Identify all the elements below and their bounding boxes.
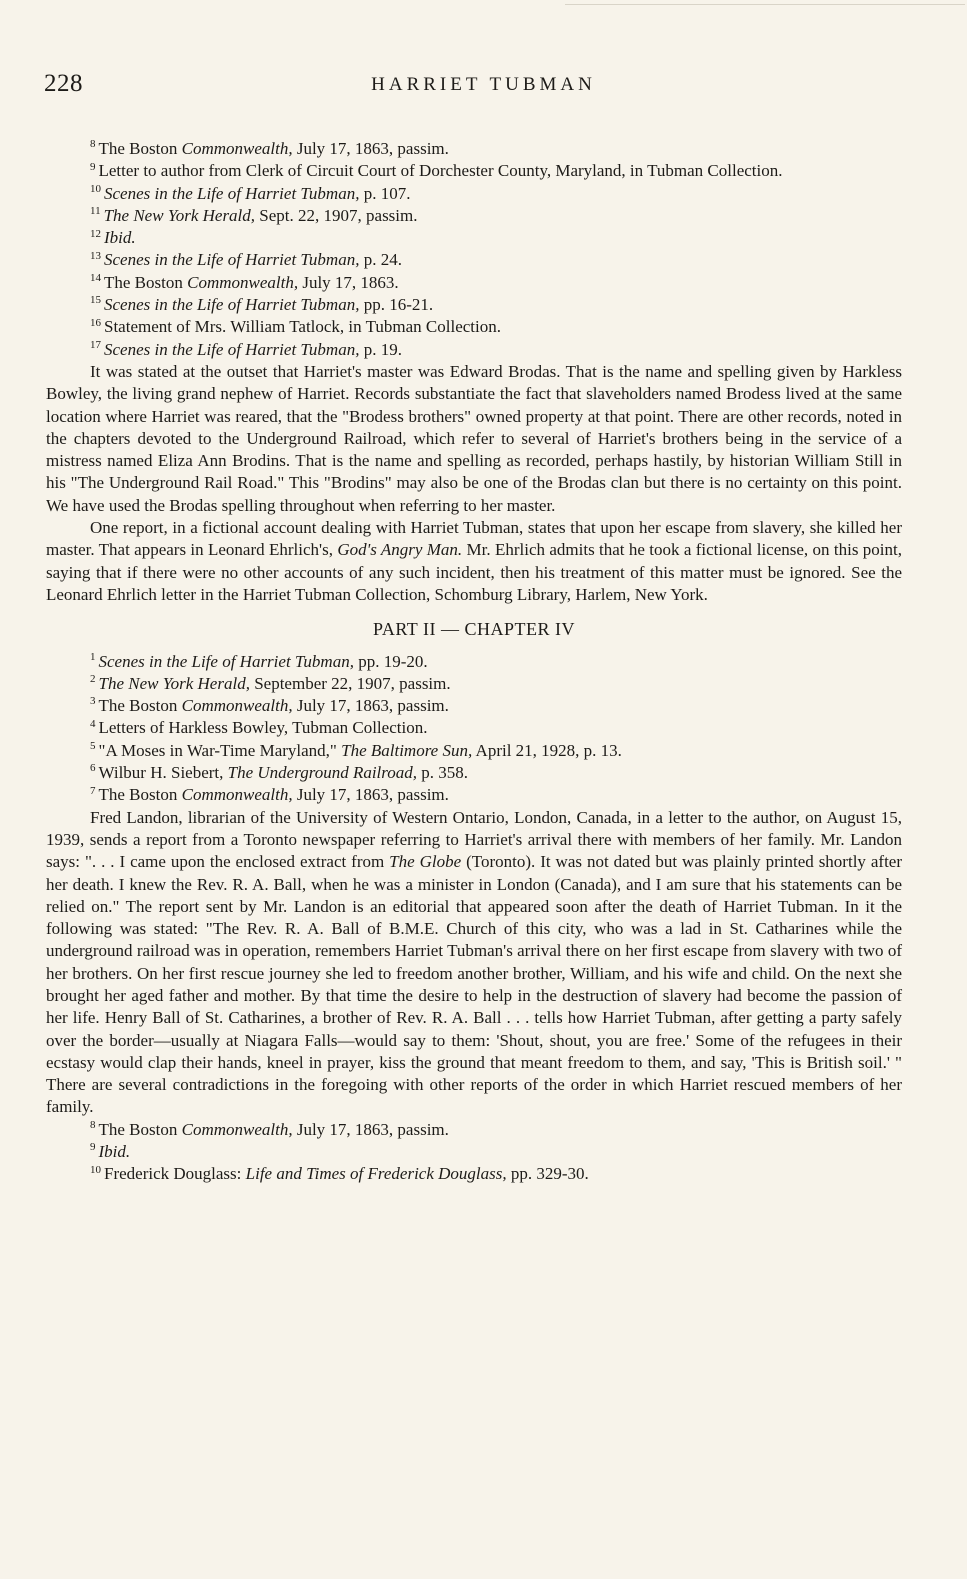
footnote: $^3$ The Boston Commonwealth, July 17, 1863, passim.	[90, 695, 449, 716]
footnote: $^8$ The Boston Commonwealth, July 17, 1863, passim.	[90, 1119, 449, 1139]
footnote: $^{17}$ Scenes in the Life of Harriet Tubman, p. 19.	[90, 339, 402, 359]
footnote: $^9$ Letter to author from Clerk of Circuit Court of Dorchester County, Maryland, in Tubman Collection.	[90, 160, 783, 181]
footnote: $^{15}$ Scenes in the Life of Harriet Tubman, pp. 16-21.	[90, 294, 434, 315]
footnote: $^{14}$ The Boston Commonwealth, July 17, 1863.	[90, 272, 399, 292]
notes-section-1	[46, 138, 902, 606]
footnote: $^{11}$ The New York Herald, Sept. 22, 1907, passim.	[90, 205, 418, 225]
page-header	[0, 70, 967, 106]
notes-section-2	[46, 651, 902, 1186]
footnote: $^4$ Letters of Harkless Bowley, Tubman Collection.	[90, 717, 428, 738]
footnote: $^1$ Scenes in the Life of Harriet Tubman, pp. 19-20.	[90, 650, 428, 671]
footnote: $^{13}$ Scenes in the Life of Harriet Tubman, p. 24.	[90, 249, 402, 270]
body-paragraph: It was stated at the outset that Harriet's master was Edward Brodas. That is the name and spelling given by Harkless Bowley, the living grand nephew of Harriet. Records substantiate the fact that slaveholders named Brodess lived at the same location where Harriet was reared, that the "Brodess brothers" owned property at that point. There are other records, noted in the chapters devoted to the Underground Railroad, which refer to several of Harriet's brothers being in the service of a mistress named Eliza Ann Brodins. That is the name and spelling as recorded, perhaps hastily, by historian William Still in his "The Underground Rail Road." This "Brodins" may also be one of the Brodas clan but there is no certainty on this point. We have used the Brodas spelling throughout when referring to her master.	[46, 361, 902, 515]
footnote: $^9$ Ibid.	[90, 1141, 131, 1162]
body-paragraph: One report, in a fictional account dealing with Harriet Tubman, states that upon her escape from slavery, she killed her master. That appears in Leonard Ehrlich's, God's Angry Man. Mr. Ehrlich admits that he took a fictional license, on this point, saying that if there were no other accounts of any such incident, then his treatment of this matter must be ignored. See the Leonard Ehrlich letter in the Harriet Tubman Collection, Schomburg Library, Harlem, New York.	[46, 518, 902, 604]
scan-edge-line	[565, 4, 965, 5]
footnote: $^6$ Wilbur H. Siebert, The Underground Railroad, p. 358.	[90, 762, 469, 783]
page-body	[46, 138, 902, 1186]
footnote: $^7$ The Boston Commonwealth, July 17, 1863, passim.	[90, 784, 449, 805]
page-number: 228	[44, 70, 83, 97]
body-paragraph: Fred Landon, librarian of the University of Western Ontario, London, Canada, in a letter to the author, on August 15, 1939, sends a report from a Toronto newspaper referring to Harriet's arrival there with members of her family. Mr. Landon says: ". . . I came upon the enclosed extract from The Globe (Toronto). It was not dated but was plainly printed shortly after her death. I knew the Rev. R. A. Ball, when he was a minister in London (Canada), and I am sure that his statements can be relied on." The report sent by Mr. Landon is an editorial that appeared soon after the death of Harriet Tubman. In it the following was stated: "The Rev. R. A. Ball of B.M.E. Church of this city, who was a lad in St. Catharines while the underground railroad was in operation, remembers Harriet Tubman's arrival there on her first escape from slavery with two of her brothers. On her first rescue journey she led to freedom another brother, William, and his wife and child. On the next she brought her aged father and mother. By that time the desire to help in the destruction of slavery had become the passion of her life. Henry Ball of St. Catharines, a brother of Rev. R. A. Ball . . . tells how Harriet Tubman, after getting a party safely over the border—usually at Niagara Falls—would say to them: 'Shout, shout, you are free.' Some of the refugees in their ecstasy would clap their hands, kneel in prayer, kiss the ground that meant freedom to them, and say, 'This is British soil.' " There are several contradictions in the foregoing with other reports of the order in which Harriet rescued members of her family.	[46, 807, 902, 1117]
footnote: $^5$ "A Moses in War-Time Maryland," The Baltimore Sun, April 21, 1928, p. 13.	[90, 740, 622, 760]
footnote: $^8$ The Boston Commonwealth, July 17, 1863, passim.	[90, 138, 449, 158]
footnote: $^{12}$ Ibid.	[90, 227, 136, 248]
footnote: $^{10}$ Frederick Douglass: Life and Times of Frederick Douglass, pp. 329-30.	[90, 1163, 589, 1184]
footnote: $^{10}$ Scenes in the Life of Harriet Tubman, p. 107.	[90, 182, 411, 203]
footnote: $^{16}$ Statement of Mrs. William Tatlock, in Tubman Collection.	[90, 316, 501, 337]
chapter-heading: PART II — CHAPTER IV	[373, 619, 575, 640]
running-head: HARRIET TUBMAN	[371, 74, 596, 95]
footnote: $^2$ The New York Herald, September 22, 1907, passim.	[90, 673, 451, 693]
